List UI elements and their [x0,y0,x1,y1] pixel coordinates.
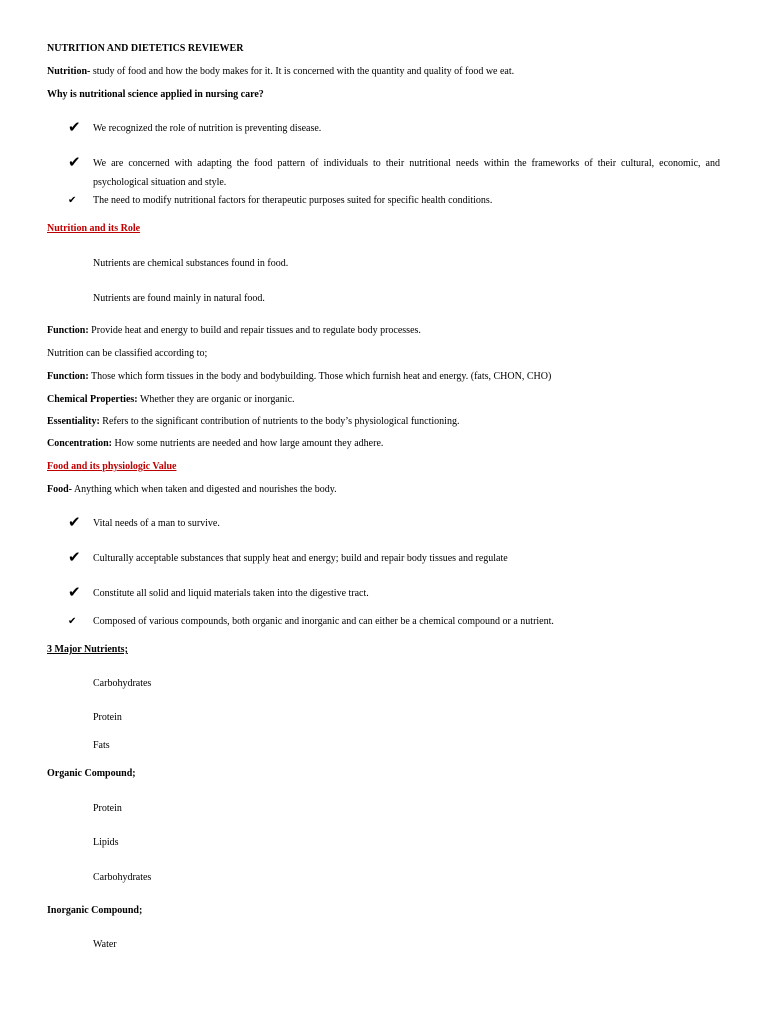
food-point: Culturally acceptable substances that supply heat and energy; build and repair body tissues and regulate [93,553,508,564]
nutrition-definition [47,66,514,78]
checkmark-icon: ✔ [68,195,77,206]
function-label: Function: [47,371,89,382]
food-point: Constitute all solid and liquid materials taken into the digestive tract. [93,588,369,599]
section-heading-role: Nutrition and its Role [47,223,141,234]
list-item [68,191,720,210]
essentiality-text: Refers to the significant contribution of nutrients to the body’s physiological functioning. [99,416,460,427]
major-nutrients-heading: 3 Major Nutrients; [47,644,128,655]
function-text: Provide heat and energy to build and repair tissues and to regulate body processes. [88,325,421,336]
food-point: Composed of various compounds, both organic and inorganic and can either be a chemical compound or a nutrient. [93,616,554,627]
list-item [68,674,720,693]
checkmark-icon: ✔ [68,120,81,136]
nutrition-label: Nutrition- [47,66,91,77]
concentration-label: Concentration: [47,438,112,449]
food-text: Anything which when taken and digested and nourishes the body. [72,484,337,495]
list-item [68,289,720,308]
chemical-text: Whether they are organic or inorganic. [137,394,295,405]
organic-item: Protein [93,803,122,814]
checkmark-icon: ✔ [68,550,81,566]
food-point: Vital needs of a man to survive. [93,518,220,529]
chemical-label: Chemical Properties: [47,394,138,405]
function-definition [47,325,421,337]
checkmark-icon: ✔ [68,155,81,171]
organic-heading: Organic Compound; [47,768,136,779]
list-item [68,935,720,954]
nutrition-text: study of food and how the body makes for it. It is concerned with the quantity and quality of food we eat. [90,66,515,77]
checkmark-icon: ✔ [68,585,81,601]
organic-item: Carbohydrates [93,872,152,883]
list-item [68,254,720,273]
major-nutrient: Protein [93,712,122,723]
function-text: Those which form tissues in the body and bodybuilding. Those which furnish heat and energy. (fats, CHON, CHO) [88,371,552,382]
list-item [68,799,720,818]
list-item [68,833,720,852]
list-item [68,584,720,603]
reason-text: The need to modify nutritional factors for therapeutic purposes suited for specific health conditions. [93,195,493,206]
list-item [68,612,720,631]
list-item [68,119,720,138]
list-item [68,736,720,755]
reason-text: We recognized the role of nutrition is preventing disease. [93,123,322,134]
list-item [68,708,720,727]
list-item [68,868,720,887]
essentiality-label: Essentiality: [47,416,100,427]
nursing-question: Why is nutritional science applied in nursing care? [47,89,264,100]
section-heading-food: Food and its physiologic Value [47,461,177,472]
major-nutrient: Fats [93,740,110,751]
essentiality [47,416,459,428]
list-item [68,154,720,192]
list-item [68,549,720,568]
nutrient-point: Nutrients are chemical substances found in food. [93,258,289,269]
concentration-text: How some nutrients are needed and how large amount they adhere. [112,438,384,449]
nutrient-point: Nutrients are found mainly in natural food. [93,293,265,304]
organic-item: Lipids [93,837,119,848]
chemical-properties [47,394,295,406]
checkmark-icon: ✔ [68,616,77,627]
document-title: NUTRITION AND DIETETICS REVIEWER [47,43,244,54]
food-label: Food- [47,484,72,495]
classification-intro: Nutrition can be classified according to; [47,348,208,359]
inorganic-heading: Inorganic Compound; [47,905,143,916]
function-classification [47,371,551,383]
reason-text: We are concerned with adapting the food pattern of individuals to their nutritional needs within the frameworks of their cultural, economic, and psychological situation and style. [93,158,720,188]
concentration [47,438,383,450]
list-item [68,514,720,533]
major-nutrient: Carbohydrates [93,678,152,689]
function-label: Function: [47,325,89,336]
inorganic-item: Water [93,939,117,950]
checkmark-icon: ✔ [68,515,81,531]
food-definition [47,484,337,496]
